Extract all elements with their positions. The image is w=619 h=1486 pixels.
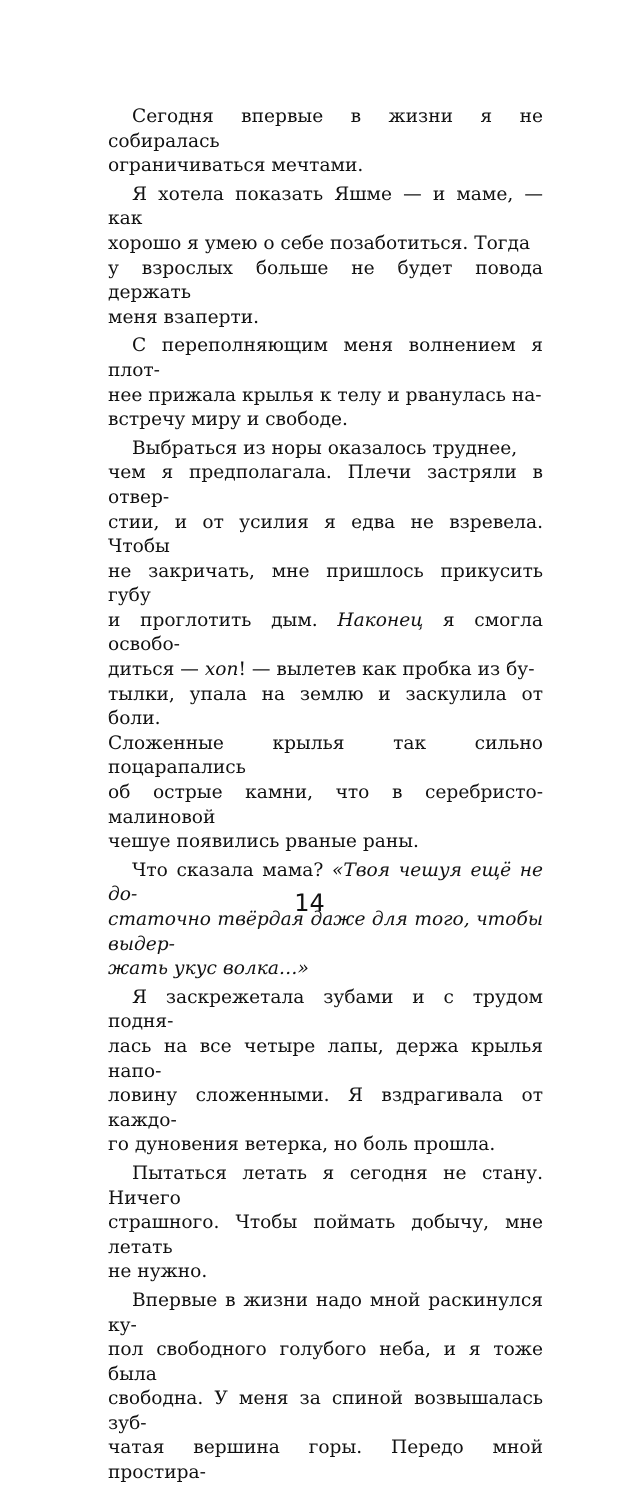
italic-text: «Твоя чешуя ещё не до- статочно твёрдая даже для того, чтобы выдер- жать укус волка…» <box>108 859 543 980</box>
paragraph <box>108 183 543 331</box>
text-run: ! — вылетев как пробка из бу- тылки, упала на землю и заскулила от боли. Сложенные крылья так сильно поцарапались об острые камни, что в серебристо-малиновой чешуе появились рваные раны. <box>108 659 543 853</box>
paragraph <box>108 105 543 179</box>
italic-text: хоп <box>204 659 239 681</box>
paragraph <box>108 986 543 1158</box>
paragraph <box>108 1162 543 1285</box>
text-run: Я хотела показать Яшме — и маме, — как хорошо я умею о себе позаботиться. Тогда у взрослых больше не будет повода держать меня взаперти. <box>108 183 543 328</box>
text-run: Что сказала мама? <box>132 859 332 881</box>
paragraph <box>108 859 543 982</box>
italic-text: Наконец <box>337 609 424 631</box>
paragraph <box>108 334 543 432</box>
text-run: Сегодня впервые в жизни я не собиралась ограничиваться мечтами. <box>108 106 543 177</box>
text-run: Пытаться летать я сегодня не стану. Ничего страшного. Чтобы поймать добычу, мне летать не нужно. <box>108 1162 543 1283</box>
paragraph <box>108 1289 543 1486</box>
text-run: я смогла освобо- диться — <box>108 609 543 681</box>
text-run: Выбраться из норы оказалось труднее, чем я предполагала. Плечи застряли в отвер- стии, и от усилия я едва не взревела. Чтобы не закричать, мне пришлось прикусить губу и проглотить дым. <box>108 437 543 631</box>
text-run: Впервые в жизни надо мной раскинулся ку- пол свободного голубого неба, и я тоже была свободна. У меня за спиной возвышалась зуб- чатая вершина горы. Передо мной простира- <box>108 1289 543 1484</box>
text-run: Я заскрежетала зубами и с трудом подня- лась на все четыре лапы, держа крылья напо- ловину сложенными. Я вздрагивала от каждо- го дуновения ветерка, но боль прошла. <box>108 986 543 1156</box>
page-number: 14 <box>294 889 325 917</box>
paragraph <box>108 437 543 855</box>
text-run: С переполняющим меня волнением я плот- нее прижала крылья к телу и рванулась на- встречу миру и свободе. <box>108 335 543 431</box>
